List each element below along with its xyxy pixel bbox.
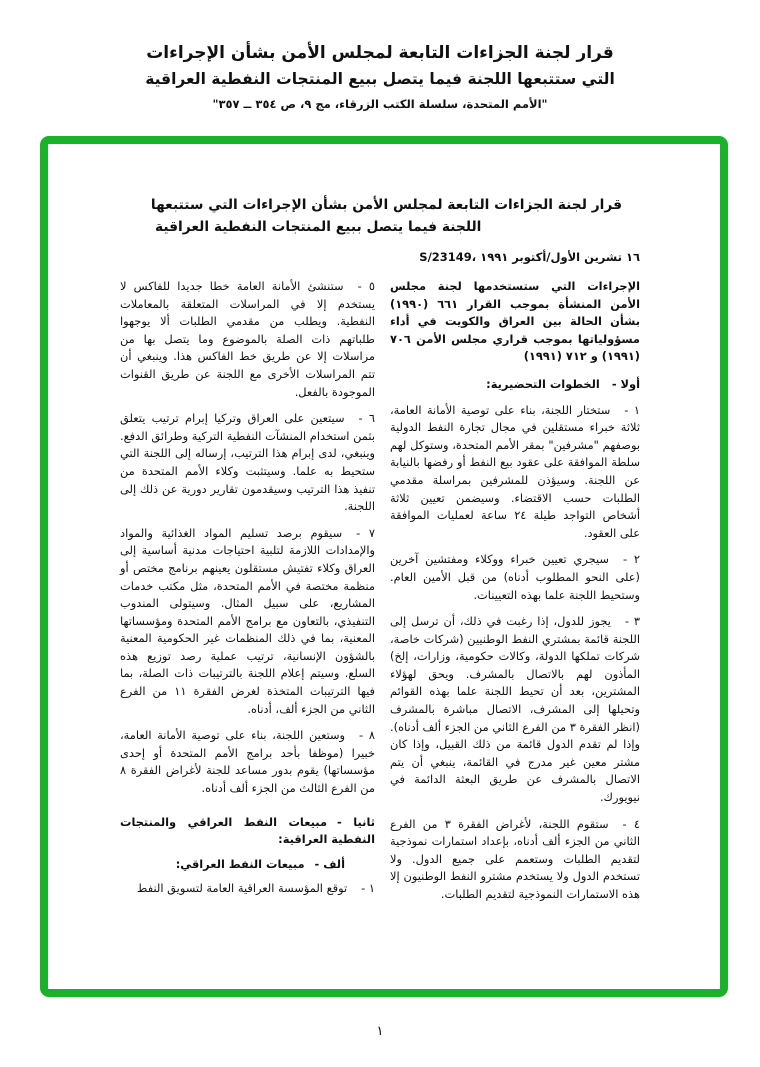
paragraph-2-text: سيجري تعيين خبراء ووكلاء ومفتشين آخرين (على النحو المطلوب أدناه) من قبل الأمين العام. وستحيط اللجنة علما بهذه التعيينات. [390, 552, 640, 602]
paragraph-2 [390, 551, 640, 604]
paragraph-8 [120, 727, 375, 797]
page-header [0, 40, 760, 111]
paragraph-8-text: وستعين اللجنة، بناء على توصية الأمانة العامة، خبيرا (موظفا بأحد برامج الأمم المتحدة أو إحدى مؤسساتها) يقوم بدور مساعد للجنة لأغراض الفقرة ٨ من الفرع الثالث من الجزء ألف أدناه. [120, 728, 375, 796]
paragraph-4-text: ستقوم اللجنة، لأغراض الفقرة ٣ من الفرع الثاني من الجزء ألف أدناه، بإعداد استمارات نموذجية لتقديم الطلبات وستعمم على جميع الدول. ولا تستخدم الدول ولا يستخدم مشترو النفط الوطنيون إلا هذه الاستمارات النموذجية لتقديم الطلبات. [390, 816, 640, 901]
document-title-line1: قرار لجنة الجزاءات التابعة لمجلس الأمن بشأن الإجراءات التي ستتبعها [150, 197, 622, 213]
paragraph-8-number: ٨ - [359, 728, 375, 743]
page-number: ١ [376, 1024, 384, 1039]
subsection-alif-heading [120, 856, 345, 874]
column-right [390, 278, 640, 913]
paragraph-1-number: ١ - [624, 402, 640, 417]
paragraph-1 [390, 402, 640, 543]
subsection-item-1 [120, 880, 375, 898]
document-green-frame [40, 136, 728, 997]
section-1-title: الخطوات التحضيرية: [486, 376, 600, 391]
section-2-number: ثانيا - [337, 814, 376, 829]
paragraph-7-text: سيقوم برصد تسليم المواد الغذائية والمواد والإمدادات اللازمة لتلبية احتياجات مدنية أساسية إلى العراق وكلاء تفتيش مستقلون يعينهم برنامج مختص أو منظمة مختصة في الأمم المتحدة، مثل مكتب خدمات المشاريع، على سبيل المثال. وسيتولى المندوب التنفيذي، بالتعاون مع برامج الأمم المتحدة ومؤسساتها المعنية، بما في ذلك المنظمات غير الحكومية المعنية بالشؤون الإنسانية، ترتيب عملية رصد توزيع هذه السلع. وسيتم إعلام اللجنة بالترتيبات ذات الصلة، بما فيها الترتيبات المتخذة لغرض الفقرة ١١ من الفرع الثاني من الجزء ألف، أدناه. [120, 525, 375, 716]
paragraph-6 [120, 410, 375, 516]
paragraph-4 [390, 816, 640, 904]
paragraph-4-number: ٤ - [622, 816, 640, 831]
paragraph-5-text: ستنشئ الأمانة العامة خطا جديدا للفاكس لا يستخدم إلا في المراسلات المتعلقة بالمعاملات النفطية. ويطلب من مقدمي الطلبات ألا يوجهوا طلباتهم ذات الصلة بالموضوع وما يتصل بها من مراسلات إلا عن طريق خط الفاكس هذا. وينبغي أن تتم المراسلات الأخرى مع اللجنة عن طريق القنوات الموجودة بالفعل. [120, 279, 375, 399]
subsection-item-1-text: توقع المؤسسة العراقية العامة لتسويق النفط [136, 881, 348, 896]
document-columns [48, 264, 720, 913]
paragraph-5-number: ٥ - [357, 279, 375, 293]
paragraph-5 [120, 278, 375, 401]
document-reference-line: S/23149، ١٦ تشرين الأول/أكتوبر ١٩٩١ [419, 250, 640, 264]
subsection-alif-title: مبيعات النفط العراقي: [175, 856, 305, 871]
paragraph-1-text: ستختار اللجنة، بناء على توصية الأمانة العامة، ثلاثة خبراء مستقلين في مجال تجارة النفط الدولية بوصفهم "مشرفين" بمقر الأمم المتحدة، وستوكل لهم سلطة الموافقة على عقود بيع النفط أو رفضها بالنيابة عن اللجنة. وسيؤذن للمشرفين بمراسلة مقدمي الطلبات حسب الاقتضاء. وسيضمن تعيين ثلاثة أشخاص التواجد طيلة ٢٤ ساعة لعمليات الموافقة على العقود. [390, 402, 640, 540]
column-left [120, 278, 375, 913]
section-1-heading [390, 376, 640, 394]
subsection-item-1-number: ١ - [361, 881, 375, 896]
section-1-number: أولا - [611, 376, 640, 391]
section-2-title: مبيعات النفط العراقي والمنتجات النفطية العراقية: [120, 814, 375, 847]
intro-paragraph: الإجراءات التي ستستخدمها لجنة مجلس الأمن المنشأة بموجب القرار ٦٦١ (١٩٩٠) بشأن الحالة بين العراق والكويت في أداء مسؤولياتها بموجب قراري مجلس الأمن ٧٠٦ (١٩٩١) و ٧١٢ (١٩٩١) [390, 279, 640, 364]
page-footer [0, 1024, 760, 1039]
paragraph-3 [390, 613, 640, 807]
paragraph-3-text: يجوز للدول، إذا رغبت في ذلك، أن ترسل إلى اللجنة قائمة بمشتري النفط الوطنيين (شركات خاصة، شركات تملكها الدولة، وكالات حكومية، وزارات، إلخ) المأذون لهم بالاتصال بالمشرف. ويحق لهؤلاء المشترين، بعد أن تحيط اللجنة علما بهذه القوائم وتحيلها إلى المشرف، الاتصال مباشرة بالمشرف (انظر الفقرة ٣ من الفرع الثاني من الجزء ألف أدناه). وإذا لم تقدم الدول قائمة من ذلك القبيل، وإذا كان مشتر معين غير مدرج في القائمة، ينبغي أن يتم الاتصال بالمشرف عن طريق البعثة الدائمة في نيويورك. [390, 614, 640, 805]
header-source-note: "الأمم المتحدة، سلسلة الكتب الزرقاء، مج ٩، ص ٣٥٤ ــ ٣٥٧" [212, 97, 548, 111]
paragraph-7-number: ٧ - [356, 525, 376, 540]
document-title-line2: اللجنة فيما يتصل ببيع المنتجات النفطية العراقية [155, 219, 482, 235]
paragraph-7 [120, 525, 375, 719]
header-title-line1: قرار لجنة الجزاءات التابعة لمجلس الأمن بشأن الإجراءات [146, 43, 614, 63]
header-title-line2: التي ستتبعها اللجنة فيما يتصل ببيع المنتجات النفطية العراقية [145, 70, 615, 88]
document-title [150, 194, 622, 238]
section-2-heading [120, 814, 375, 849]
paragraph-3-number: ٣ - [624, 614, 640, 629]
paragraph-6-text: سيتعين على العراق وتركيا إبرام ترتيب يتعلق بثمن استخدام المنشآت النفطية التركية وطرائق الدفع. وينبغي، لدى إبرام هذا الترتيب، إرساله إلى اللجنة التي ستحيط به علما. وسيتثبت وكلاء الأمم المتحدة من تنفيذ هذا الترتيب وسيقدمون تقارير دورية عن ذلك إلى اللجنة. [120, 411, 375, 514]
subsection-alif-number: ألف - [314, 856, 345, 871]
paragraph-6-number: ٦ - [358, 411, 375, 426]
paragraph-2-number: ٢ - [622, 552, 640, 567]
